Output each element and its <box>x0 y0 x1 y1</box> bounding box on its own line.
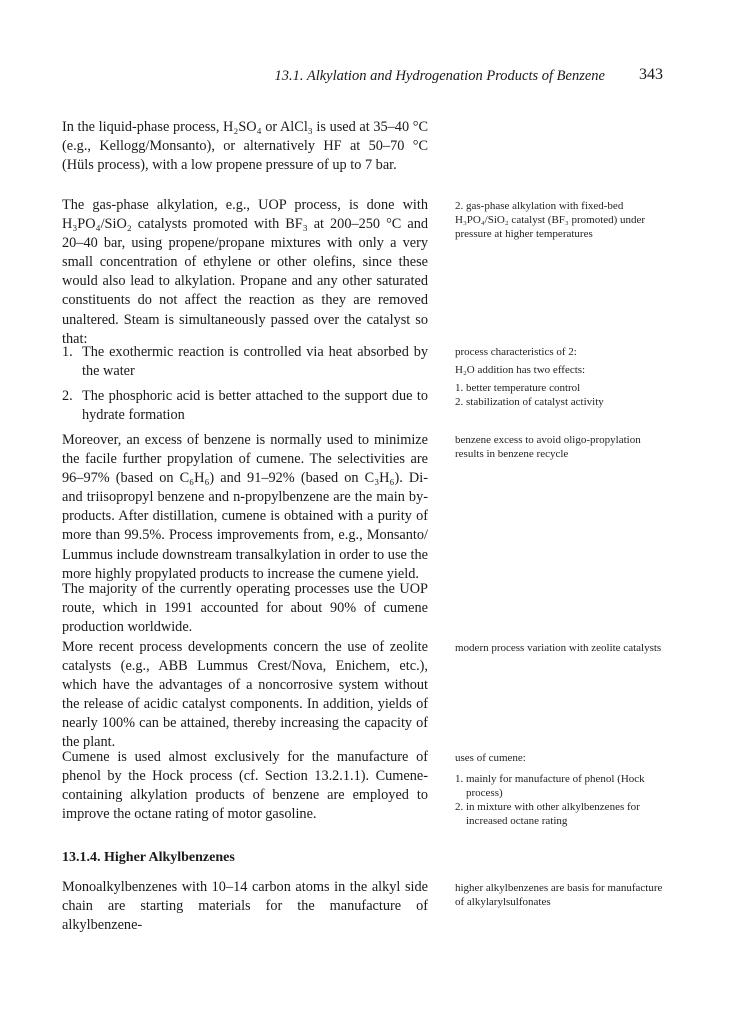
paragraph-liquid-phase: In the liquid-phase process, H₂SO₄ or AlCl₃ is used at 35–40 °C (e.g., Kellogg/Monsanto), or alternatively HF at 50–70 °C (Hüls process), with a low propene pressure of up to 7 bar. <box>62 119 428 174</box>
running-title: 13.1. Alkylation and Hydrogenation Products of Benzene <box>274 68 605 84</box>
margin-note-item: 2. in mixture with other alkylbenzenes for increased octane rating <box>455 801 640 827</box>
margin-note-cumene-uses <box>455 751 665 828</box>
list-number: 1. <box>62 344 73 360</box>
margin-note-higher-alkylbenzenes: higher alkylbenzenes are basis for manufacture of alkylarylsulfonates <box>455 882 663 908</box>
margin-note-zeolite: modern process variation with zeolite catalysts <box>455 642 662 654</box>
margin-note-benzene-excess: benzene excess to avoid oligo-propylation results in benzene recycle <box>455 434 641 460</box>
margin-note-item: 1. better temperature control <box>455 382 581 394</box>
running-header <box>60 64 663 88</box>
margin-note-item: 2. stabilization of catalyst activity <box>455 396 604 408</box>
margin-note-title: process characteristics of 2: <box>455 346 577 358</box>
paragraph-uop-route: The majority of the currently operating processes use the UOP route, which in 1991 accounted for about 90% of cumene production worldwide. <box>62 581 428 636</box>
margin-note-gas-phase: 2. gas-phase alkylation with fixed-bed H₃PO₄/SiO₂ catalyst (BF₃ promoted) under pressure at higher temperatures <box>455 200 646 240</box>
section-heading: 13.1.4. Higher Alkylbenzenes <box>62 850 235 865</box>
list-number: 2. <box>62 388 73 404</box>
paragraph-higher-alkylbenzenes: Monoalkylbenzenes with 10–14 carbon atoms in the alkyl side chain are starting materials for the manufacture of alkylbenzene- <box>62 879 428 934</box>
paragraph-benzene-excess: Moreover, an excess of benzene is normally used to minimize the facile further propylation of cumene. The selectivities are 96–97% (based on C₆H₆) and 91–92% (based on C₃H₆). Di- and triisopropyl benzene and n-propylbenzene are the main by-products. After distillation, cumene is obtained with a purity of more than 99.5%. Process improvements from, e.g., Monsanto/ Lummus include downstream transalkylation in order to use the more highly propylated products to increase the cumene yield. <box>62 432 428 582</box>
page-number: 343 <box>639 66 663 83</box>
paragraph-gas-phase: The gas-phase alkylation, e.g., UOP process, is done with H₃PO₄/SiO₂ catalysts promoted with BF₃ at 200–250 °C and 20–40 bar, using propene/propane mixtures with only a very small concentration of ethylene or other olefins, since these would also lead to alkylation. Propane and any other saturated constituents do not affect the reaction as they are removed unaltered. Steam is simultaneously passed over the catalyst so that: <box>62 197 428 347</box>
margin-note-process-characteristics <box>455 345 665 409</box>
paragraph-cumene-uses: Cumene is used almost exclusively for the manufacture of phenol by the Hock process (cf. Section 13.2.1.1). Cumene-containing alkylation products of benzene are employed to improve the octane rating of motor gasoline. <box>62 749 428 823</box>
list-text: The phosphoric acid is better attached to the support due to hydrate formation <box>82 388 428 424</box>
paragraph-zeolite: More recent process developments concern the use of zeolite catalysts (e.g., ABB Lummus Crest/Nova, Enichem, etc.), which have the advantages of a noncorrosive system without the release of acidic catalyst components. In addition, yields of nearly 100% can be attained, thereby increasing the capacity of the plant. <box>62 639 428 751</box>
margin-note-item: 1. mainly for manufacture of phenol (Hock process) <box>455 773 645 799</box>
margin-note-title: uses of cumene: <box>455 752 526 764</box>
list-text: The exothermic reaction is controlled via heat absorbed by the water <box>82 344 428 380</box>
margin-note-subtitle: H₂O addition has two effects: <box>455 364 586 376</box>
